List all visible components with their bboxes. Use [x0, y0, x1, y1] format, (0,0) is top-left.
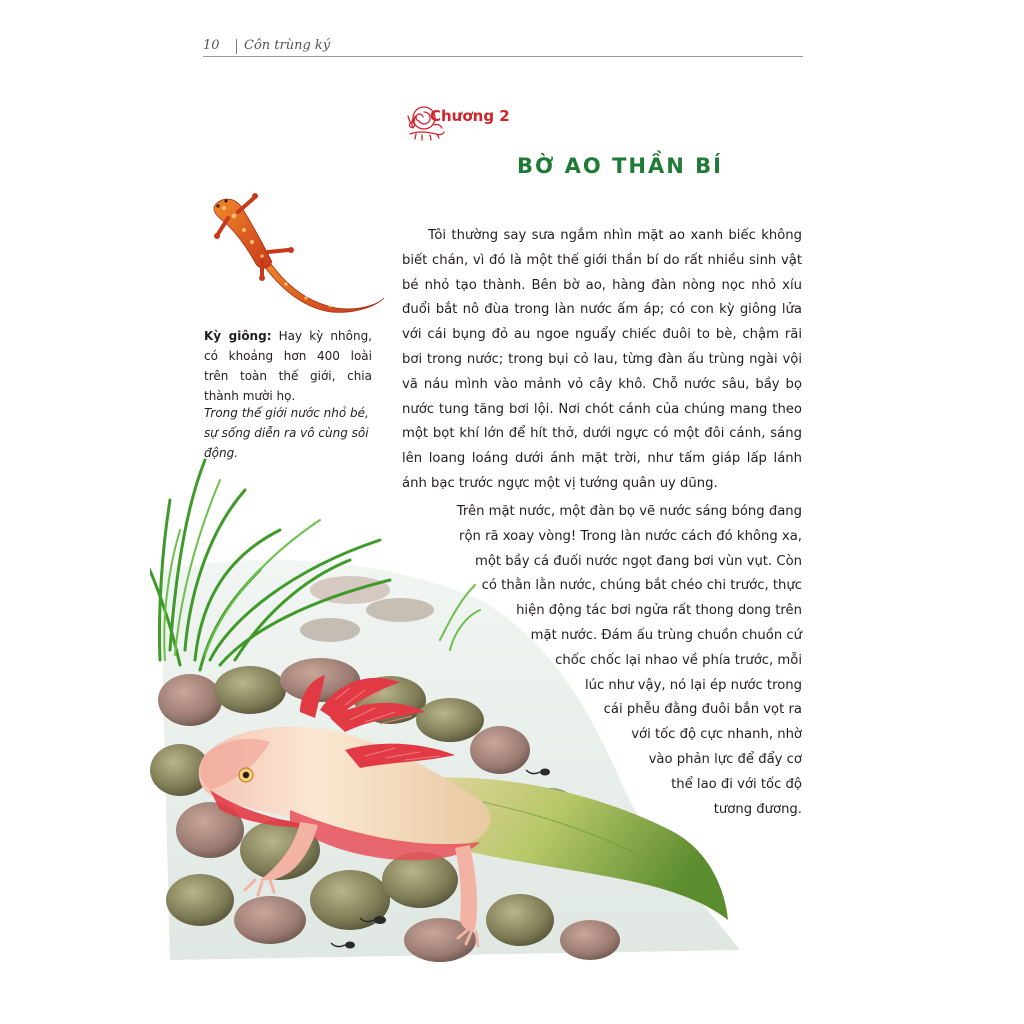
- paragraph-2: [380, 500, 802, 822]
- book-title: Côn trùng ký: [244, 38, 331, 53]
- header-rule: [203, 56, 803, 57]
- paragraph-1: Tôi thường say sưa ngắm nhìn mặt ao xanh biếc không biết chán, vì đó là một thế giới thần bí do rất nhiều sinh vật bé nhỏ tạo thành. Bên bờ ao, hàng đàn nòng nọc nhỏ xíu đuổi bắt nô đùa trong làn nước ấm áp; có con kỳ giông lửa với cái bụng đỏ au ngoe nguẩy chiếc đuôi to bè, chậm rãi bơi trong nước; trong bụi cỏ lau, từng đàn ấu trùng ngài vội vã náu mình vào mảnh vỏ cây khô. Chỗ nước sâu, bầy bọ nước tung tăng bơi lội. Nơi chót cánh của chúng mang theo một bọt khí lớn để hít thở, dưới ngực có một đôi cánh, sáng lên loang loáng dưới ánh mặt trời, như tấm giáp lấp lánh ánh bạc trước ngực một vị tướng quân uy dũng.: [402, 228, 802, 491]
- chapter-title: BỜ AO THẦN BÍ: [517, 154, 723, 178]
- caption-term: Kỳ giông:: [204, 329, 272, 343]
- page-number: 10: [203, 38, 220, 53]
- paragraph-2-line: cái phễu đằng đuôi bắn vọt ra: [603, 702, 802, 718]
- paragraph-2-line: tương đương.: [713, 801, 802, 817]
- paragraph-2-line: Trên mặt nước, một đàn bọ vẽ nước sáng bóng đang: [456, 504, 802, 519]
- paragraph-2-line: có thằn lằn nước, chúng bắt chéo chi trước, thực: [481, 578, 802, 594]
- paragraph-2-line: rộn rã xoay vòng! Trong làn nước cách đó không xa,: [459, 528, 802, 544]
- paragraph-2-line: vào phản lực để đẩy cơ: [648, 751, 802, 767]
- paragraph-2-line: hiện động tác bơi ngửa rất thong dong trên: [516, 603, 802, 619]
- sidebar-note: Trong thế giới nước nhỏ bé, sự sống diễn ra vô cùng sôi động.: [204, 406, 369, 460]
- paragraph-2-line: với tốc độ cực nhanh, nhờ: [631, 727, 802, 743]
- chapter-number: Chương 2: [430, 107, 510, 125]
- caption-text: Hay kỳ nhông, có khoảng hơn 400 loài trên toàn thế giới, chia thành mười họ.: [204, 329, 372, 403]
- image-caption: [204, 326, 372, 406]
- paragraph-2-line: mặt nước. Đám ấu trùng chuồn chuồn cứ: [530, 627, 802, 643]
- paragraph-2-line: một bầy cá đuối nước ngọt đang bơi vùn vụt. Còn: [474, 553, 802, 569]
- paragraph-2-line: lúc như vậy, nó lại ép nước trong: [584, 677, 802, 693]
- header-divider: [236, 39, 237, 54]
- running-header: [203, 36, 803, 58]
- fire-salamander-illustration: [206, 190, 391, 320]
- chapter-label: [404, 100, 544, 148]
- paragraph-2-line: chốc chốc lại nhao về phía trước, mỗi: [555, 652, 802, 668]
- paragraph-2-line: thể lao đi với tốc độ: [671, 776, 802, 792]
